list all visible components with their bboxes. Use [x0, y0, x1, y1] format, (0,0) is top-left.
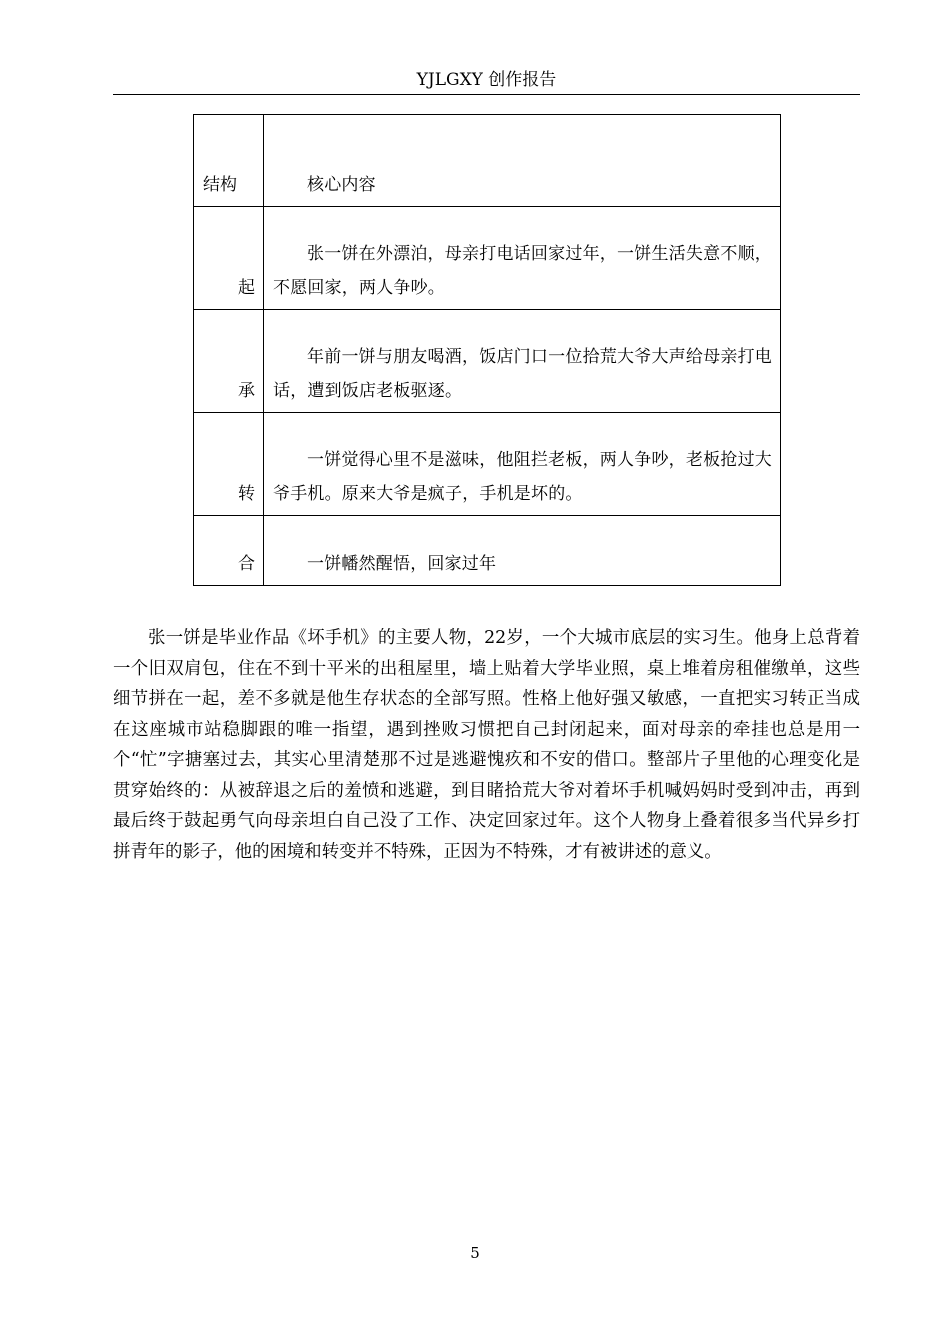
page-header: [113, 66, 860, 95]
row-label-cell: 转: [194, 413, 264, 516]
character-description-paragraph: 张一饼是毕业作品《坏手机》的主要人物，22岁，一个大城市底层的实习生。他身上总背着一个旧双肩包，住在不到十平米的出租屋里，墙上贴着大学毕业照，桌上堆着房租催缴单，这些细节拼在一起，差不多就是他生存状态的全部写照。性格上他好强又敏感，一直把实习转正当成在这座城市站稳脚跟的唯一指望，遇到挫败习惯把自己封闭起来，面对母亲的牵挂也总是用一个“忙”字搪塞过去，其实心里清楚那不过是逃避愧疚和不安的借口。整部片子里他的心理变化是贯穿始终的：从被辞退之后的羞愤和逃避，到目睹拾荒大爷对着坏手机喊妈妈时受到冲击，再到最后终于鼓起勇气向母亲坦白自己没了工作、决定回家过年。这个人物身上叠着很多当代异乡打拼青年的影子，他的困境和转变并不特殊，正因为不特殊，才有被讲述的意义。: [113, 628, 860, 862]
table-row: [194, 413, 781, 516]
row-label-cell: 合: [194, 516, 264, 586]
content-header-cell: 核心内容: [264, 115, 781, 207]
report-title: YJLGXY 创作报告: [416, 70, 557, 90]
page-number: 5: [470, 1244, 480, 1262]
table-row: [194, 516, 781, 586]
table-row: [194, 310, 781, 413]
row-content-cell: 年前一饼与朋友喝酒，饭店门口一位拾荒大爷大声给母亲打电话，遭到饭店老板驱逐。: [264, 310, 781, 413]
row-label-cell: 承: [194, 310, 264, 413]
story-structure-table: [193, 114, 781, 586]
row-label-cell: 起: [194, 207, 264, 310]
table-row: [194, 207, 781, 310]
row-content-cell: 张一饼在外漂泊，母亲打电话回家过年，一饼生活失意不顺，不愿回家，两人争吵。: [264, 207, 781, 310]
structure-header-cell: 结构: [194, 115, 264, 207]
table-header-row: [194, 115, 781, 207]
row-content-cell: 一饼觉得心里不是滋味，他阻拦老板，两人争吵，老板抢过大爷手机。原来大爷是疯子，手机是坏的。: [264, 413, 781, 516]
row-content-cell: 一饼幡然醒悟，回家过年: [264, 516, 781, 586]
